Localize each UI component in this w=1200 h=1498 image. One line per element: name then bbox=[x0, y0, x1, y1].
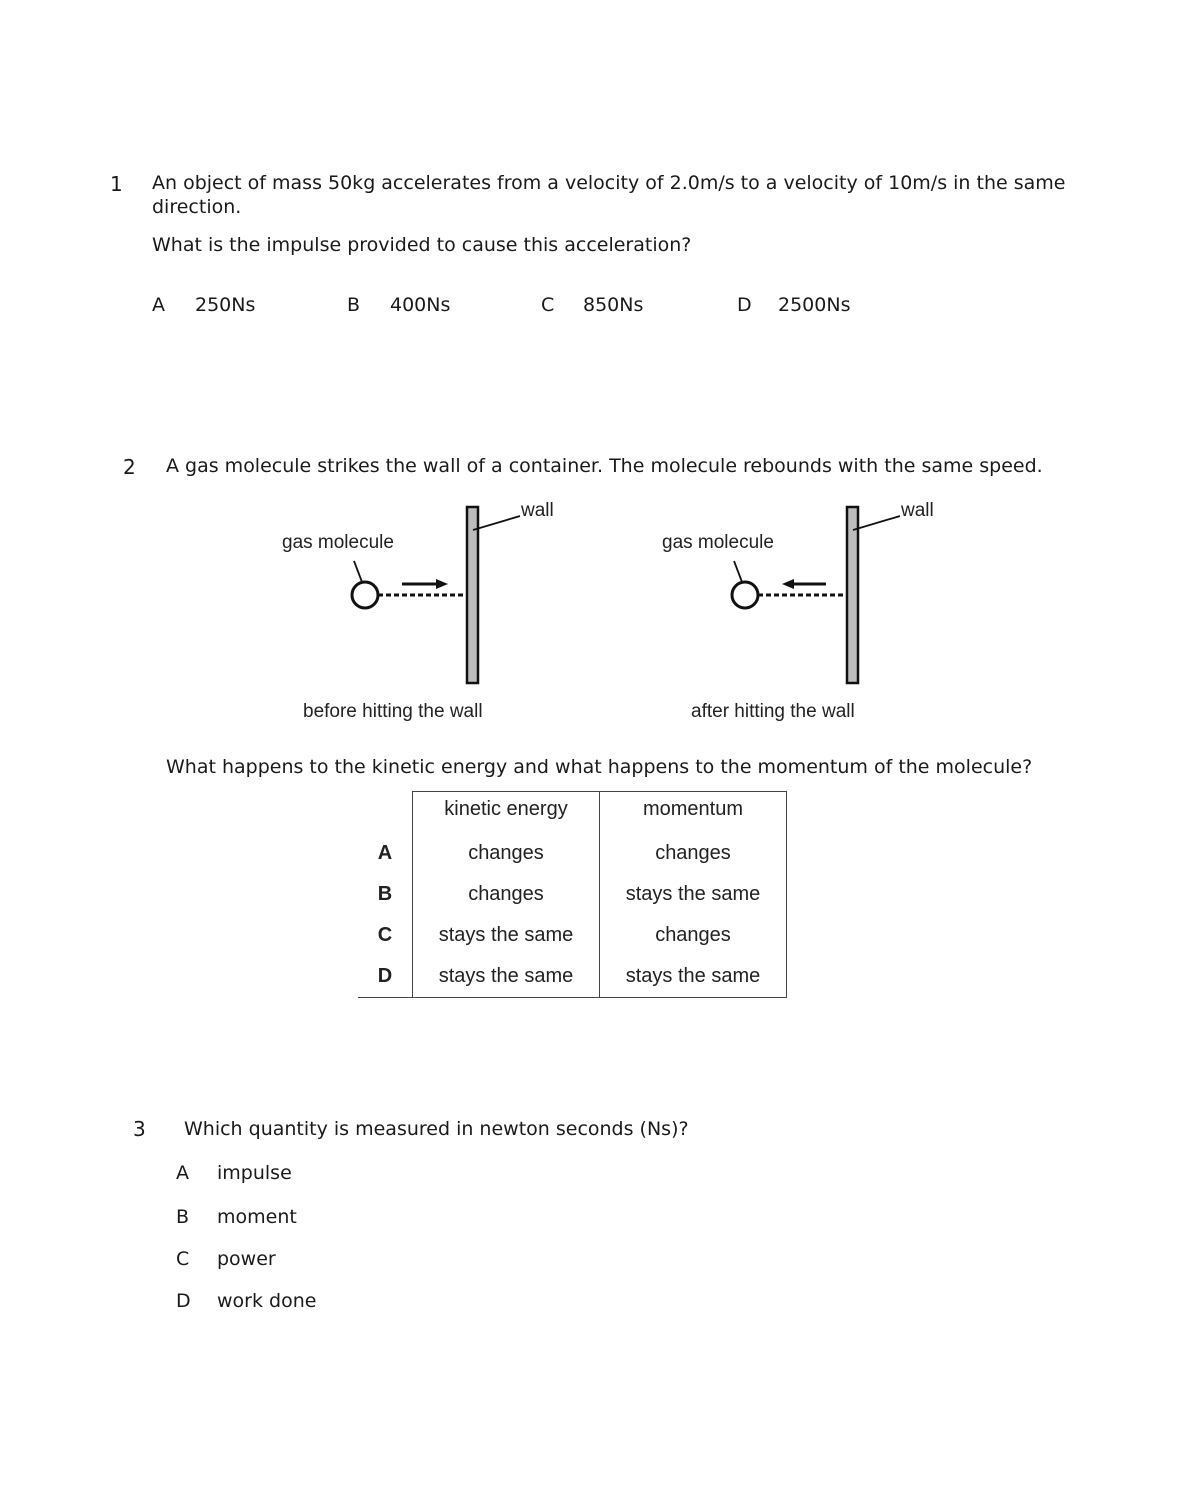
q1-option-b-letter: B bbox=[347, 294, 361, 316]
table-row bbox=[358, 956, 787, 998]
answer-table bbox=[358, 791, 787, 998]
question-2-number: 2 bbox=[123, 455, 136, 479]
figure-before-wall-label: wall bbox=[521, 500, 554, 521]
row-momentum: stays the same bbox=[600, 874, 787, 915]
table-row bbox=[358, 874, 787, 915]
q1-option-d-text: 2500Ns bbox=[778, 294, 851, 316]
wall-leader-before bbox=[473, 516, 520, 530]
molecule-leader-after bbox=[734, 561, 742, 582]
row-letter: C bbox=[377, 924, 393, 946]
question-1-prompt: What is the impulse provided to cause this acceleration? bbox=[152, 234, 692, 256]
gas-molecule-after bbox=[732, 582, 758, 608]
q3-option-a-text: impulse bbox=[217, 1162, 292, 1184]
question-2-stem: A gas molecule strikes the wall of a container. The molecule rebounds with the same speed. bbox=[166, 455, 1043, 477]
figure-before-molecule-label: gas molecule bbox=[282, 532, 394, 553]
q3-option-d-text: work done bbox=[217, 1290, 317, 1312]
row-momentum: changes bbox=[600, 915, 787, 956]
question-1-number: 1 bbox=[110, 172, 123, 196]
q1-option-a-letter: A bbox=[152, 294, 165, 316]
question-1-stem-line-1: An object of mass 50kg accelerates from a velocity of 2.0m/s to a velocity of 10m/s in the same bbox=[152, 172, 1066, 194]
row-momentum: stays the same bbox=[600, 956, 787, 998]
q3-option-c-text: power bbox=[217, 1248, 276, 1270]
q1-option-b-text: 400Ns bbox=[390, 294, 451, 316]
answer-table-header-row bbox=[358, 792, 787, 834]
wall-before bbox=[467, 507, 478, 683]
figure-after-molecule-label: gas molecule bbox=[662, 532, 774, 553]
velocity-arrowhead-after bbox=[782, 579, 794, 589]
q1-option-c-text: 850Ns bbox=[583, 294, 644, 316]
question-2-prompt: What happens to the kinetic energy and what happens to the momentum of the molecule? bbox=[166, 756, 1033, 778]
figure-after-diagram bbox=[720, 500, 900, 690]
table-row bbox=[358, 915, 787, 956]
gas-molecule-before bbox=[352, 582, 378, 608]
figure-after-caption: after hitting the wall bbox=[691, 701, 855, 722]
wall-leader-after bbox=[853, 516, 900, 530]
row-ke: stays the same bbox=[413, 956, 600, 998]
row-ke: changes bbox=[413, 874, 600, 915]
q3-option-c-letter: C bbox=[176, 1248, 190, 1270]
figure-before-caption: before hitting the wall bbox=[303, 701, 483, 722]
figure-after-wall-label: wall bbox=[901, 500, 934, 521]
row-letter: A bbox=[377, 842, 393, 864]
row-letter: B bbox=[377, 883, 393, 905]
wall-after bbox=[847, 507, 858, 683]
q1-option-a-text: 250Ns bbox=[195, 294, 256, 316]
question-1-stem-line-2: direction. bbox=[152, 196, 242, 218]
row-momentum: changes bbox=[600, 833, 787, 874]
q1-option-d-letter: D bbox=[737, 294, 752, 316]
answer-table-header-momentum: momentum bbox=[600, 792, 787, 834]
table-row bbox=[358, 833, 787, 874]
q3-option-a-letter: A bbox=[176, 1162, 189, 1184]
figure-before-diagram bbox=[340, 500, 520, 690]
velocity-arrowhead-before bbox=[436, 579, 448, 589]
answer-table-corner bbox=[358, 792, 413, 834]
q3-option-b-letter: B bbox=[176, 1206, 190, 1228]
question-3-prompt: Which quantity is measured in newton seconds (Ns)? bbox=[184, 1118, 689, 1140]
row-ke: changes bbox=[413, 833, 600, 874]
question-3-number: 3 bbox=[133, 1117, 146, 1141]
q3-option-d-letter: D bbox=[176, 1290, 191, 1312]
row-letter: D bbox=[358, 956, 413, 998]
q1-option-c-letter: C bbox=[541, 294, 555, 316]
q3-option-b-text: moment bbox=[217, 1206, 297, 1228]
answer-table-header-ke: kinetic energy bbox=[413, 792, 600, 834]
row-ke: stays the same bbox=[413, 915, 600, 956]
molecule-leader-before bbox=[354, 561, 362, 582]
